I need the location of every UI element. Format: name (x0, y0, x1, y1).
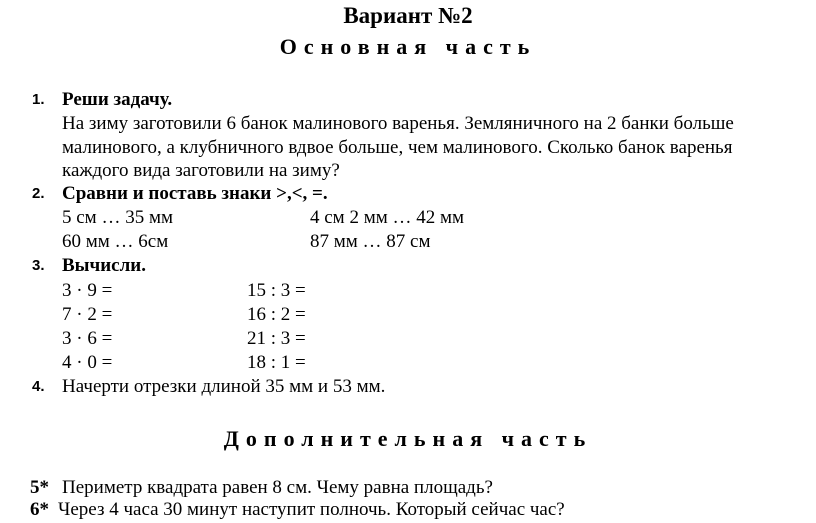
calc-item: 4 · 0 = (62, 352, 113, 373)
task-5-number: 5* (30, 477, 49, 498)
calc-item: 7 · 2 = (62, 304, 113, 325)
task-1-text-line: каждого вида заготовили на зиму? (62, 160, 340, 181)
page-title: Вариант №2 (343, 3, 473, 28)
compare-item: 87 мм … 87 см (310, 231, 431, 252)
task-2-heading: Сравни и поставь знаки >,<, =. (62, 183, 328, 204)
task-3-heading: Вычисли. (62, 255, 146, 276)
task-5-text: Периметр квадрата равен 8 см. Чему равна площадь? (62, 477, 493, 498)
task-4-text: Начерти отрезки длиной 35 мм и 53 мм. (62, 376, 386, 397)
task-1-heading: Реши задачу. (62, 89, 173, 110)
calc-item: 16 : 2 = (247, 304, 306, 325)
main-section-heading: Основная часть (279, 34, 537, 59)
calc-item: 21 : 3 = (247, 328, 306, 349)
compare-item: 4 см 2 мм … 42 мм (310, 207, 465, 228)
task-1-number: 1. (32, 91, 45, 108)
task-3-number: 3. (32, 257, 45, 274)
task-6-text: Через 4 часа 30 минут наступит полночь. Который сейчас час? (58, 499, 565, 520)
task-4-number: 4. (32, 378, 45, 395)
compare-item: 60 мм … 6см (62, 231, 169, 252)
task-6-number: 6* (30, 499, 49, 520)
task-1-text-line: малинового, а клубничного вдвое больше, чем малинового. Сколько банок варенья (62, 137, 733, 158)
compare-item: 5 см … 35 мм (62, 207, 174, 228)
task-1-text-line: На зиму заготовили 6 банок малинового варенья. Земляничного на 2 банки больше (62, 113, 734, 134)
calc-item: 18 : 1 = (247, 352, 306, 373)
extra-section-heading: Дополнительная часть (223, 426, 593, 451)
task-2-number: 2. (32, 185, 45, 202)
calc-item: 3 · 9 = (62, 280, 113, 301)
calc-item: 3 · 6 = (62, 328, 113, 349)
calc-item: 15 : 3 = (247, 280, 306, 301)
